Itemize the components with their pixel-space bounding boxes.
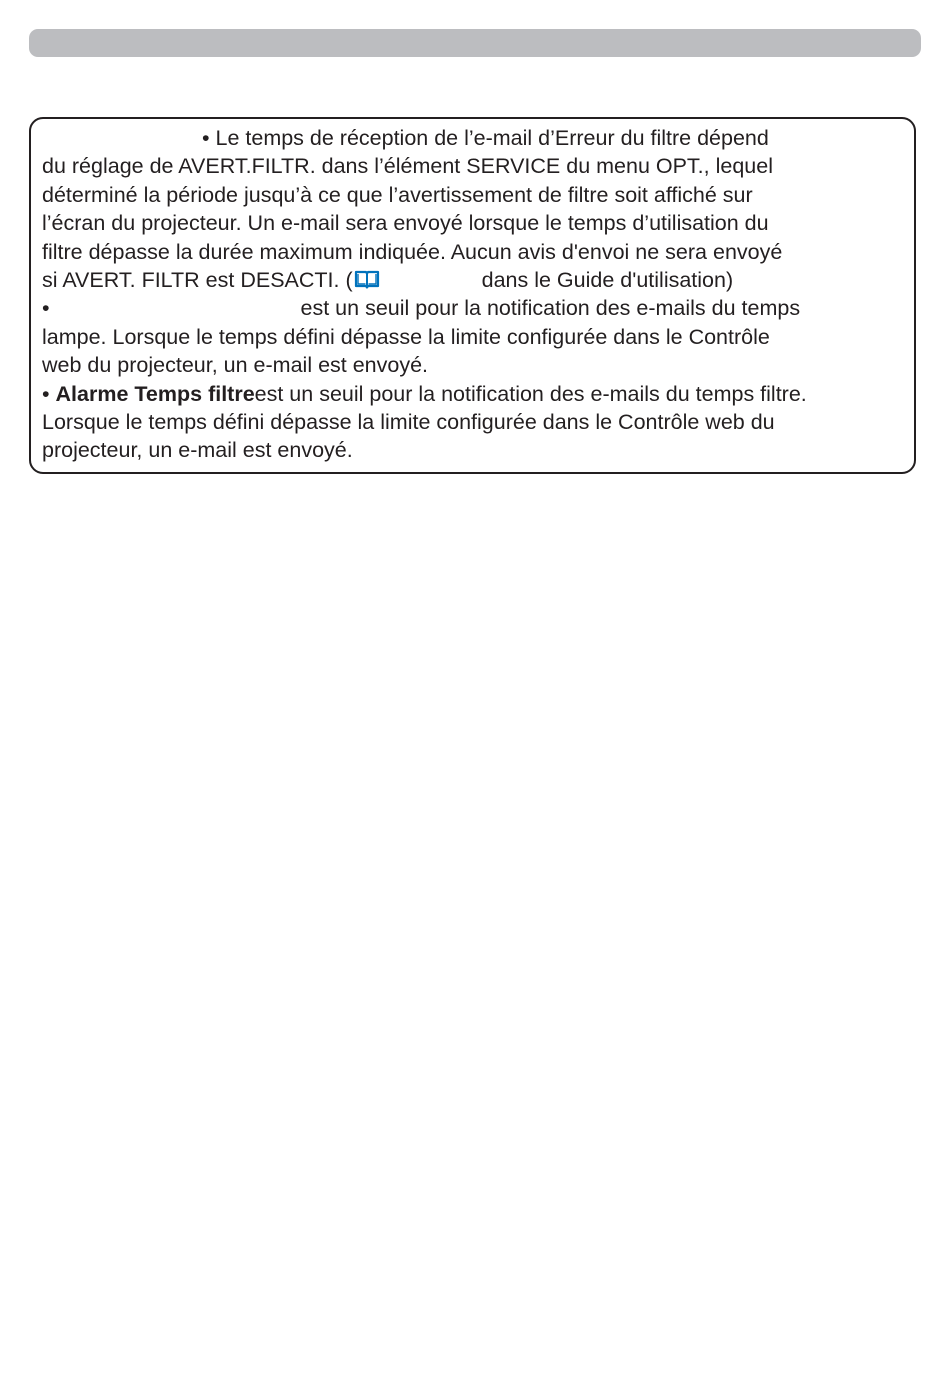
note-line: l’écran du projecteur. Un e-mail sera envoyé lorsque le temps d’utilisation du <box>42 211 769 236</box>
note-line: filtre dépasse la durée maximum indiquée. Aucun avis d'envoi ne sera envoyé <box>42 239 783 264</box>
note-line: lampe. Lorsque le temps défini dépasse la limite configurée dans le Contrôle <box>42 324 770 349</box>
filter-alarm-label: Alarme Temps filtre <box>55 381 255 406</box>
book-icon[interactable] <box>354 269 380 289</box>
note-line: • Alarme Temps filtreest un seuil pour la notification des e-mails du temps filtre. <box>42 381 807 406</box>
note-line: déterminé la période jusqu’à ce que l’avertissement de filtre soit affiché sur <box>42 182 753 207</box>
lamp-alarm-desc: est un seuil pour la notification des e-mails du temps <box>300 296 801 321</box>
header-bar <box>29 29 921 57</box>
note-text <box>42 124 910 465</box>
filter-error-intro: • Le temps de réception de l’e-mail d’Erreur du filtre dépend <box>202 126 769 150</box>
note-line: du réglage de AVERT.FILTR. dans l’élément SERVICE du menu OPT., lequel <box>42 154 773 179</box>
note-line: web du projecteur, un e-mail est envoyé. <box>42 353 429 378</box>
note-line: • est un seuil pour la notification des e-mails du temps <box>42 296 801 321</box>
note-line: Lorsque le temps défini dépasse la limite configurée dans le Contrôle web du <box>42 409 775 434</box>
note-line: projecteur, un e-mail est envoyé. <box>42 438 353 463</box>
note-line: si AVERT. FILTR est DESACTI. ( dans le Guide d'utilisation) <box>42 267 734 292</box>
note-line <box>42 124 910 152</box>
